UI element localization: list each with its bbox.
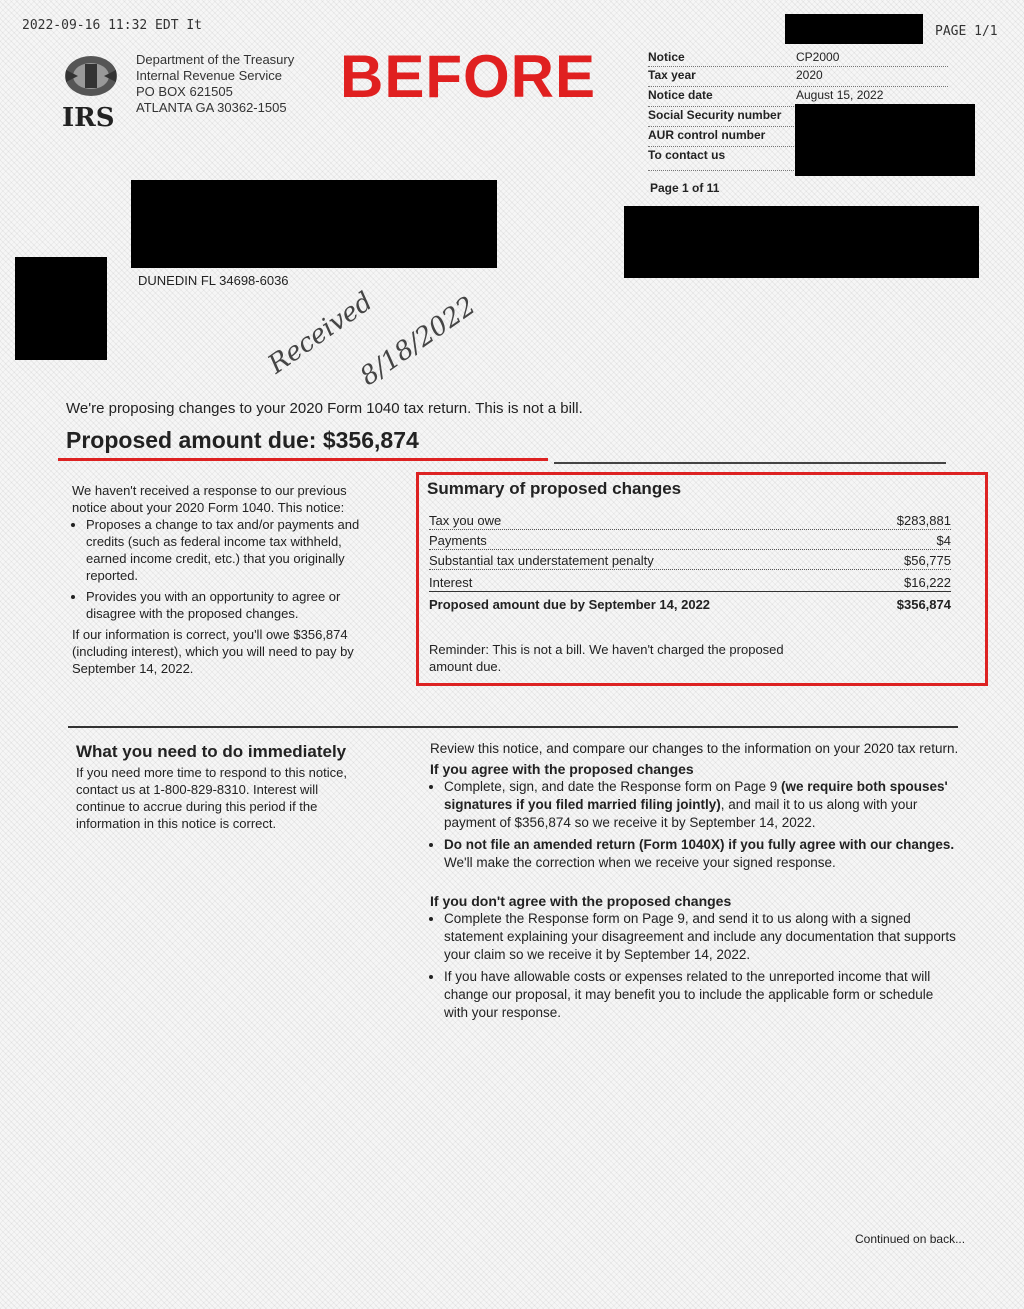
page-of: Page 1 of 11 <box>650 181 720 195</box>
bullet-text: , and mail it to us along with your payment of $356,874 so we receive it by September 14, 2022. <box>444 797 918 830</box>
notice-label: Notice <box>648 50 685 64</box>
redaction-block <box>795 104 975 176</box>
summary-value: $4 <box>936 533 951 548</box>
summary-title: Summary of proposed changes <box>427 479 682 498</box>
summary-label: Interest <box>429 575 473 590</box>
agree-title: If you agree with the proposed changes <box>430 761 694 777</box>
redaction-block <box>131 180 497 268</box>
section-rule <box>554 462 946 464</box>
notice-date-value: August 15, 2022 <box>796 88 884 102</box>
response-para: We haven't received a response to our previous notice about your 2020 Form 1040. This notice: <box>72 483 347 515</box>
review-text: Review this notice, and compare our changes to the information on your 2020 tax return. <box>430 741 959 756</box>
notice-date-label: Notice date <box>648 88 713 102</box>
redaction-block <box>624 206 979 278</box>
redaction-block <box>785 14 923 44</box>
summary-label: Tax you owe <box>429 513 502 528</box>
notice-info-row <box>648 68 948 84</box>
address-city-line: DUNEDIN FL 34698-6036 <box>138 273 289 288</box>
summary-box <box>416 472 988 686</box>
notice-info-row <box>648 88 948 104</box>
fax-timestamp: 2022-09-16 11:32 EDT It <box>22 18 203 33</box>
fax-page-number: PAGE 1/1 <box>935 24 998 39</box>
redaction-block <box>15 257 107 360</box>
proposed-amount-due: Proposed amount due: $356,874 <box>66 427 419 453</box>
bullet-bold: Do not file an amended return (Form 1040X) if you fully agree with our changes. <box>444 837 955 852</box>
before-annotation: BEFORE <box>340 43 597 110</box>
bullet-item: • Complete the Response form on Page 9, and send it to us along with a signed statement explaining your disagreement and include any documentation that supports your claim so we receive it by September 14, 2022. <box>444 910 960 964</box>
handwritten-date: 8/18/2022 <box>354 290 482 392</box>
bullet-item: • Provides you with an opportunity to agree or disagree with the proposed changes. <box>86 588 372 622</box>
owe-statement: If our information is correct, you'll owe $356,874 (including interest), which you will need to pay by September 14, 2022. <box>72 627 354 676</box>
summary-total-value: $356,874 <box>896 597 951 612</box>
summary-row <box>429 509 951 530</box>
agency-line: PO BOX 621505 <box>136 84 233 99</box>
summary-reminder: Reminder: This is not a bill. We haven't charged the proposed amount due. <box>429 642 784 674</box>
bullet-item <box>444 778 960 832</box>
summary-label: Substantial tax understatement penalty <box>429 553 654 568</box>
handwritten-received: Received <box>262 286 379 380</box>
red-underline <box>58 458 548 461</box>
disagree-title: If you don't agree with the proposed changes <box>430 893 732 909</box>
response-notice-block <box>72 482 372 677</box>
continued-on-back: Continued on back... <box>855 1232 966 1246</box>
bullet-item: • If you have allowable costs or expenses related to the unreported income that will change our proposal, it may benefit you to include the applicable form or schedule with your response. <box>444 968 960 1022</box>
summary-value: $56,775 <box>904 553 951 568</box>
agency-address <box>136 52 294 116</box>
divider <box>648 66 948 67</box>
intro-text: We're proposing changes to your 2020 Form 1040 tax return. This is not a bill. <box>66 400 583 417</box>
agency-line: Department of the Treasury <box>136 52 295 67</box>
notice-info-row <box>648 50 948 66</box>
ssn-label: Social Security number <box>648 108 782 122</box>
summary-value: $16,222 <box>904 575 951 590</box>
section-rule <box>68 726 958 728</box>
summary-row <box>429 549 951 570</box>
bullet-item <box>444 836 960 872</box>
summary-row <box>429 529 951 550</box>
disagree-bullets <box>430 910 960 1022</box>
what-to-do-title: What you need to do immediately <box>76 742 347 761</box>
bullet-text: Complete, sign, and date the Response form on Page 9 <box>444 779 781 794</box>
agree-bullets <box>430 778 960 872</box>
what-to-do-text: If you need more time to respond to this notice, contact us at 1-800-829-8310. Interest will continue to accrue during this period if the information in this notice is correct. <box>76 765 347 831</box>
irs-logo <box>62 52 120 133</box>
aur-label: AUR control number <box>648 128 766 142</box>
bullet-item: • Proposes a change to tax and/or payments and credits (such as federal income tax withheld, earned income credit, etc.) that you originally reported. <box>86 516 372 584</box>
contact-label: To contact us <box>648 148 726 162</box>
divider <box>648 86 948 87</box>
bullet-text: We'll make the correction when we receive your signed response. <box>444 855 836 870</box>
response-instructions <box>430 740 960 1026</box>
notice-bullets <box>72 516 372 622</box>
summary-row <box>429 571 951 592</box>
agency-line: ATLANTA GA 30362-1505 <box>136 100 287 115</box>
eagle-icon <box>62 52 120 100</box>
summary-value: $283,881 <box>896 513 951 528</box>
summary-total-row <box>429 593 951 613</box>
summary-label: Payments <box>429 533 487 548</box>
what-to-do-block <box>76 742 366 832</box>
notice-value: CP2000 <box>796 50 840 64</box>
bullet-bold: (we require both spouses' signatures if you filed married filing jointly) <box>444 779 948 812</box>
tax-year-value: 2020 <box>796 68 823 82</box>
irs-logo-text: IRS <box>62 103 115 133</box>
tax-year-label: Tax year <box>648 68 696 82</box>
agency-line: Internal Revenue Service <box>136 68 282 83</box>
summary-total-label: Proposed amount due by September 14, 2022 <box>429 597 711 612</box>
